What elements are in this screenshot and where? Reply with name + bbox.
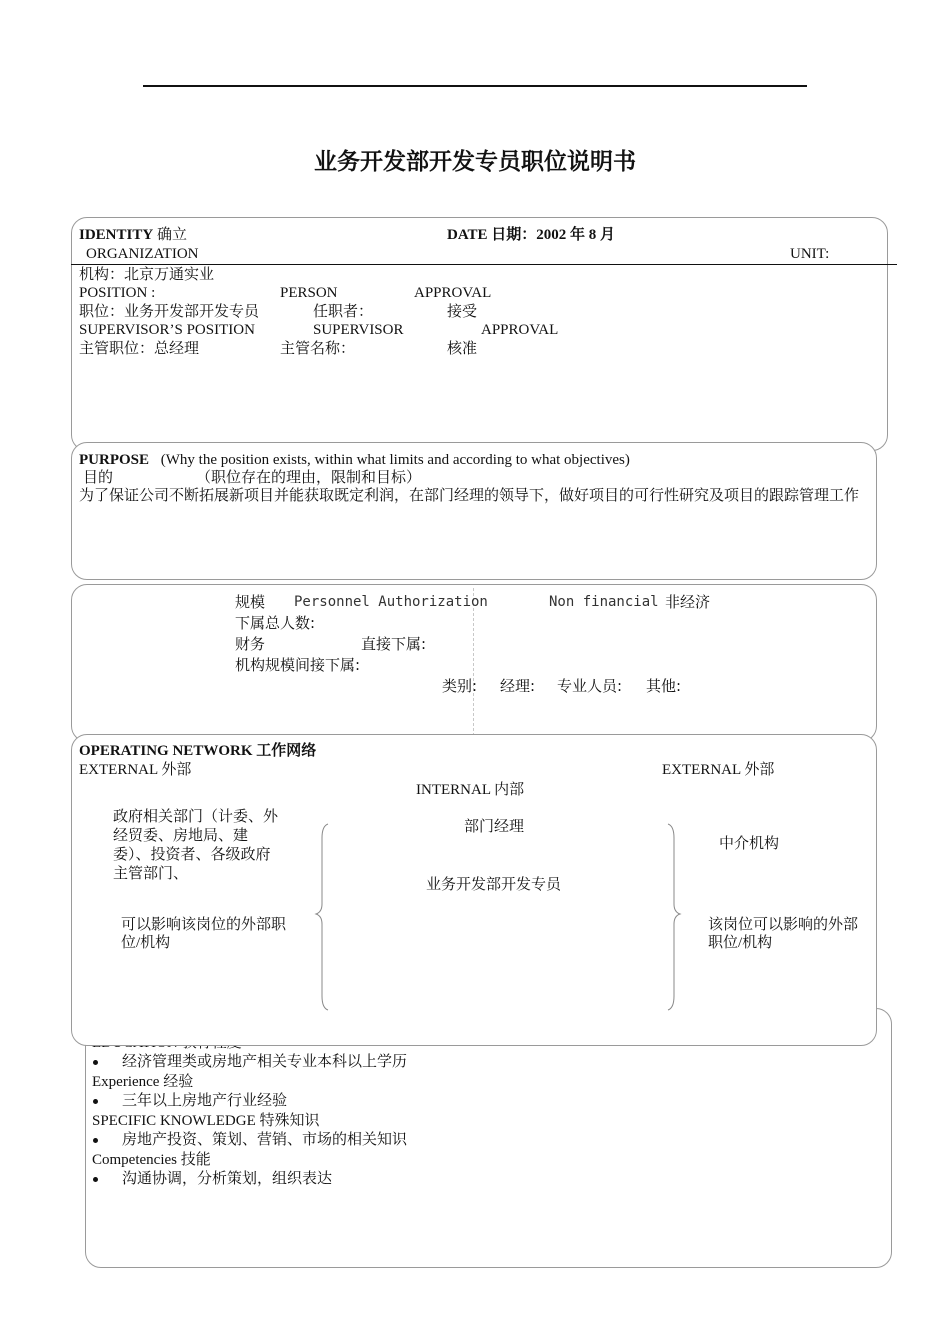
header-rule <box>143 85 807 87</box>
identity-divider <box>71 264 897 265</box>
bullet-icon <box>93 1177 98 1182</box>
approval-label: APPROVAL <box>414 285 492 301</box>
supervisor-position-label: SUPERVISOR’S POSITION <box>79 322 255 338</box>
purpose-text: 为了保证公司不断拓展新项目并能获取既定利润，在部门经理的领导下，做好项目的可行性研究及项目的跟踪管理工作 <box>79 488 860 504</box>
competencies-value: 沟通协调，分析策划，组织表达 <box>122 1171 333 1187</box>
bullet-icon <box>93 1060 98 1065</box>
indirect-subordinates-label: 机构规模间接下属: <box>235 656 361 674</box>
category-label: 类别: <box>442 677 478 695</box>
position-node-label: 业务开发部开发专员 <box>426 877 562 893</box>
professional-label: 专业人员: <box>557 677 623 695</box>
scale-label: 规模 <box>235 593 266 611</box>
purpose-label-cn: 目的 <box>83 470 114 486</box>
bullet-icon <box>93 1138 98 1143</box>
person-label: PERSON <box>280 285 338 301</box>
identity-heading <box>79 226 187 244</box>
external-right-label: EXTERNAL 外部 <box>662 762 775 778</box>
purpose-label: PURPOSE <box>79 452 150 468</box>
identity-label: IDENTITY <box>79 227 154 243</box>
incumbent-label: 任职者： <box>313 304 374 320</box>
competencies-label: Competencies 技能 <box>92 1152 211 1168</box>
non-financial-label: Non financial <box>549 594 659 610</box>
network-label: OPERATING NETWORK 工作网络 <box>79 743 317 759</box>
knowledge-value: 房地产投资、策划、营销、市场的相关知识 <box>122 1132 408 1148</box>
experience-value: 三年以上房地产行业经验 <box>122 1093 288 1109</box>
right-external-note: 该岗位可以影响的外部职位/机构 <box>708 917 859 951</box>
left-external-orgs: 政府相关部门（计委、外经贸委、房地局、建委）、投资者、各级政府主管部门、 <box>113 809 279 882</box>
internal-label: INTERNAL 内部 <box>416 782 525 798</box>
other-label: 其他: <box>646 677 682 695</box>
non-financial-label-cn: 非经济 <box>665 593 711 611</box>
purpose-heading <box>79 451 630 469</box>
agency-label: 中介机构 <box>719 836 780 852</box>
supervisor-name-label: 主管名称： <box>280 341 356 357</box>
identity-label-cn: 确立 <box>156 227 187 243</box>
knowledge-label: SPECIFIC KNOWLEDGE 特殊知识 <box>92 1113 320 1129</box>
external-left-label: EXTERNAL 外部 <box>79 762 192 778</box>
manager-label: 经理: <box>500 677 536 695</box>
organization-value: 机构：北京万通实业 <box>79 267 215 283</box>
approval2-label: APPROVAL <box>481 322 559 338</box>
total-subordinates-label: 下属总人数: <box>235 614 316 632</box>
personnel-authorization-label: Personnel Authorization <box>294 594 488 610</box>
direct-subordinates-label: 直接下属: <box>361 635 427 653</box>
purpose-desc: (Why the position exists, within what limits and according to what objectives) <box>160 452 630 468</box>
left-external-note: 可以影响该岗位的外部职位/机构 <box>121 917 287 951</box>
organization-label: ORGANIZATION <box>86 246 199 262</box>
finance-label: 财务 <box>235 635 266 653</box>
education-value: 经济管理类或房地产相关专业本科以上学历 <box>122 1054 408 1070</box>
experience-label: Experience 经验 <box>92 1074 194 1090</box>
accept-label: 接受 <box>447 304 478 320</box>
supervisor-label: SUPERVISOR <box>313 322 404 338</box>
bullet-icon <box>93 1099 98 1104</box>
supervisor-position-value: 主管职位：总经理 <box>79 341 200 357</box>
purpose-desc-cn: （职位存在的理由，限制和目标） <box>196 470 422 486</box>
dept-manager-label: 部门经理 <box>464 819 525 835</box>
date-field: DATE 日期：2002 年 8 月 <box>447 227 616 243</box>
unit-label: UNIT: <box>790 246 830 262</box>
page-title: 业务开发部开发专员职位说明书 <box>314 149 636 174</box>
approve-label: 核准 <box>447 341 478 357</box>
position-value: 职位：业务开发部开发专员 <box>79 304 260 320</box>
position-label: POSITION : <box>79 285 156 301</box>
